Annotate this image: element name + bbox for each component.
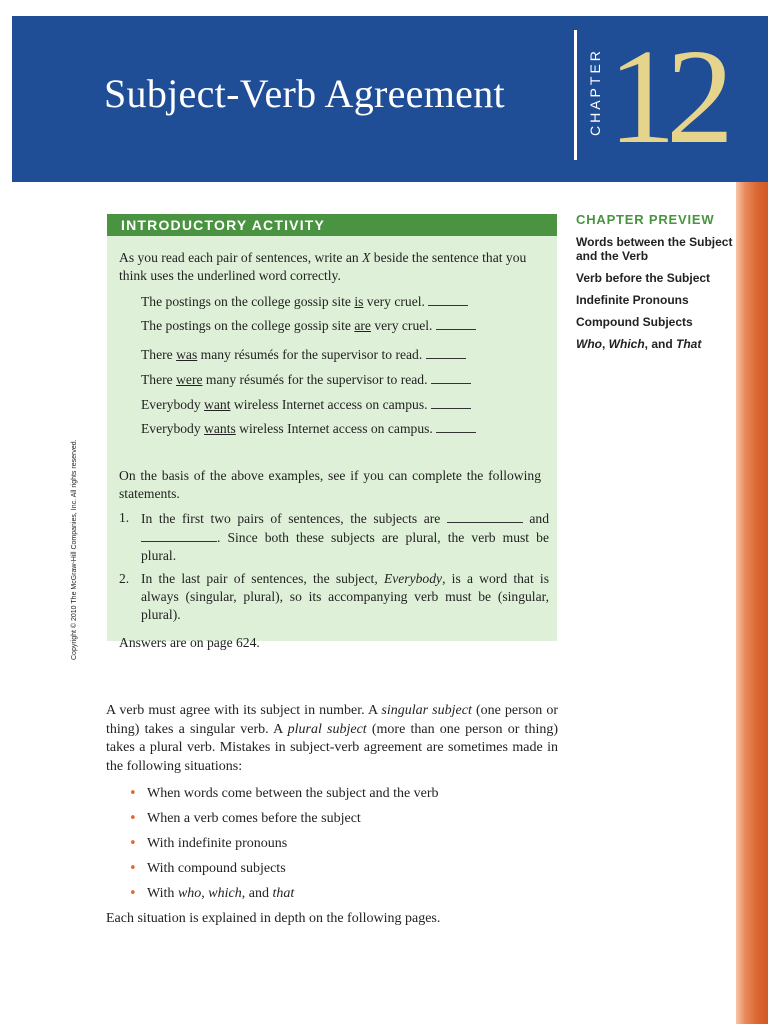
answers-reference: Answers are on page 624. bbox=[119, 635, 260, 650]
answer-blank[interactable] bbox=[447, 509, 523, 523]
chapter-label: CHAPTER bbox=[587, 48, 603, 136]
chapter-preview bbox=[576, 212, 736, 359]
bullet-icon: • bbox=[129, 811, 137, 826]
list-item: • With indefinite pronouns bbox=[106, 835, 558, 854]
list-item: • With compound subjects bbox=[106, 860, 558, 879]
list-item: • When a verb comes before the subject bbox=[106, 810, 558, 829]
answer-blank[interactable] bbox=[428, 292, 468, 306]
bullet-icon: • bbox=[129, 861, 137, 876]
preview-item: Who, Which, and That bbox=[576, 337, 702, 351]
answer-blank[interactable] bbox=[436, 419, 476, 433]
activity-heading: INTRODUCTORY ACTIVITY bbox=[107, 214, 557, 236]
activity-instructions: As you read each pair of sentences, write an X beside the sentence that you think uses the underlined word correctly. bbox=[119, 250, 527, 283]
bullet-icon: • bbox=[129, 786, 137, 801]
closing-sentence: Each situation is explained in depth on the following pages. bbox=[106, 911, 441, 926]
bullet-icon: • bbox=[129, 836, 137, 851]
intro-paragraph: A verb must agree with its subject in number. A singular subject (one person or thing) takes a singular verb. A plural subject (more than one person or thing) takes a plural verb. Mistakes in subject-verb agreement are sometimes made in the following situations: bbox=[106, 703, 558, 774]
example-sentence: The postings on the college gossip site are very cruel. bbox=[141, 316, 476, 335]
activity-item-2: 2. In the last pair of sentences, the subject, Everybody, is a word that is always (singular, plural), so its accompanying verb must be (singular, plural). bbox=[119, 571, 549, 622]
answer-blank[interactable] bbox=[431, 395, 471, 409]
example-sentence: There were many résumés for the supervisor to read. bbox=[141, 370, 471, 389]
answer-blank[interactable] bbox=[141, 528, 217, 542]
bullet-icon: • bbox=[129, 886, 137, 901]
chapter-intro-text bbox=[106, 702, 558, 929]
example-sentence: Everybody wants wireless Internet access on campus. bbox=[141, 419, 476, 438]
copyright-notice: Copyright © 2010 The McGraw-Hill Companies, Inc. All rights reserved. bbox=[71, 439, 78, 660]
example-sentence: There was many résumés for the supervisor to read. bbox=[141, 345, 466, 364]
chapter-header bbox=[12, 16, 768, 182]
chapter-title: Subject-Verb Agreement bbox=[104, 71, 505, 116]
chapter-preview-title: CHAPTER PREVIEW bbox=[576, 212, 715, 227]
list-item: • When words come between the subject and the verb bbox=[106, 785, 558, 804]
situations-list bbox=[106, 785, 558, 904]
preview-item: Verb before the Subject bbox=[576, 271, 711, 285]
example-sentence: Everybody want wireless Internet access on campus. bbox=[141, 395, 471, 414]
preview-item: Compound Subjects bbox=[576, 315, 693, 329]
answer-blank[interactable] bbox=[431, 370, 471, 384]
activity-item-1: 1. In the first two pairs of sentences, the subjects are and . Since both these subjects are plural, the verb must be plural. bbox=[119, 510, 549, 563]
preview-item: Indefinite Pronouns bbox=[576, 293, 689, 307]
answer-blank[interactable] bbox=[426, 345, 466, 359]
chapter-divider bbox=[574, 30, 577, 160]
example-sentence: The postings on the college gossip site is very cruel. bbox=[141, 292, 468, 311]
chapter-number: 12 bbox=[608, 22, 724, 172]
answer-blank[interactable] bbox=[436, 316, 476, 330]
activity-basis-text: On the basis of the above examples, see if you can complete the following statements. bbox=[119, 468, 541, 501]
preview-item: Words between the Subject and the Verb bbox=[576, 235, 733, 263]
list-item: • With who, which, and that bbox=[106, 885, 558, 904]
side-accent-bar bbox=[736, 182, 768, 1024]
introductory-activity-box bbox=[107, 214, 557, 650]
